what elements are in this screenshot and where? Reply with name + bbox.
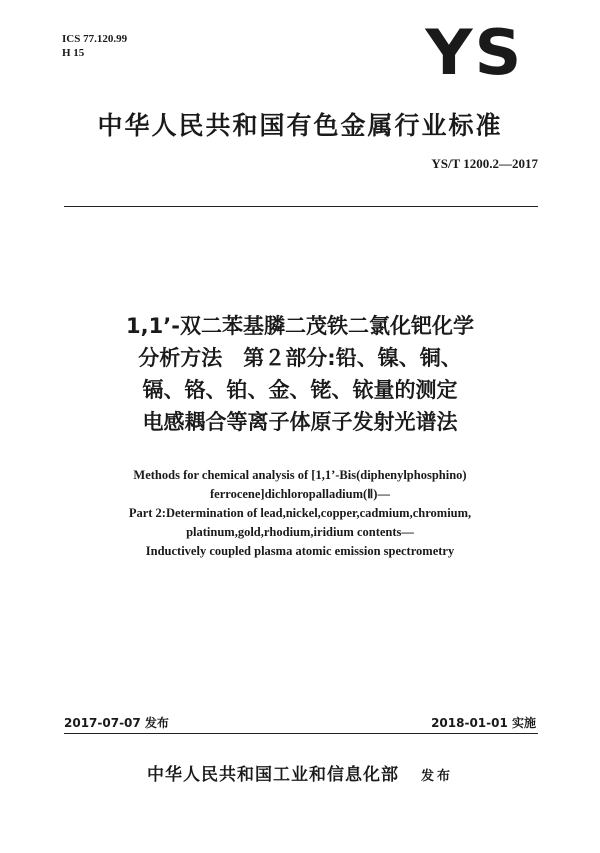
chinese-title: [0, 310, 600, 438]
classification-codes: [62, 32, 127, 60]
english-title-line: ferrocene]dichloropalladium(Ⅱ)—: [210, 487, 390, 501]
header-divider: [64, 206, 538, 207]
ccs-code: H 15: [62, 47, 85, 59]
standard-title: 中华人民共和国有色金属行业标准: [97, 111, 503, 140]
publisher: [0, 760, 600, 785]
publisher-action: 发布: [420, 769, 453, 784]
standard-code: YS/T 1200.2—2017: [431, 156, 538, 171]
english-title-line: platinum,gold,rhodium,iridium contents—: [186, 525, 414, 539]
english-title-line: Part 2:Determination of lead,nickel,copper,cadmium,chromium,: [128, 506, 472, 520]
english-title: [0, 466, 600, 561]
chinese-title-line: 镉、铬、铂、金、铑、铱量的测定: [142, 378, 458, 402]
english-title-line: Inductively coupled plasma atomic emission spectrometry: [145, 544, 455, 558]
issue-date: 2017-07-07 发布: [64, 716, 169, 730]
publisher-org: 中华人民共和国工业和信息化部: [146, 765, 399, 785]
chinese-title-line: 电感耦合等离子体原子发射光谱法: [142, 410, 458, 434]
english-title-line: Methods for chemical analysis of [1,1’-Bis(diphenylphosphino): [133, 468, 467, 482]
chinese-title-line: 分析方法 第２部分:铅、镍、铜、: [138, 346, 462, 370]
chinese-title-line: 1,1’-双二苯基膦二茂铁二氯化钯化学: [126, 314, 474, 338]
ics-code: ICS 77.120.99: [62, 33, 128, 45]
ys-logo: YS: [425, 16, 524, 89]
implementation-date: 2018-01-01 实施: [431, 716, 536, 730]
footer-divider: [64, 733, 538, 734]
